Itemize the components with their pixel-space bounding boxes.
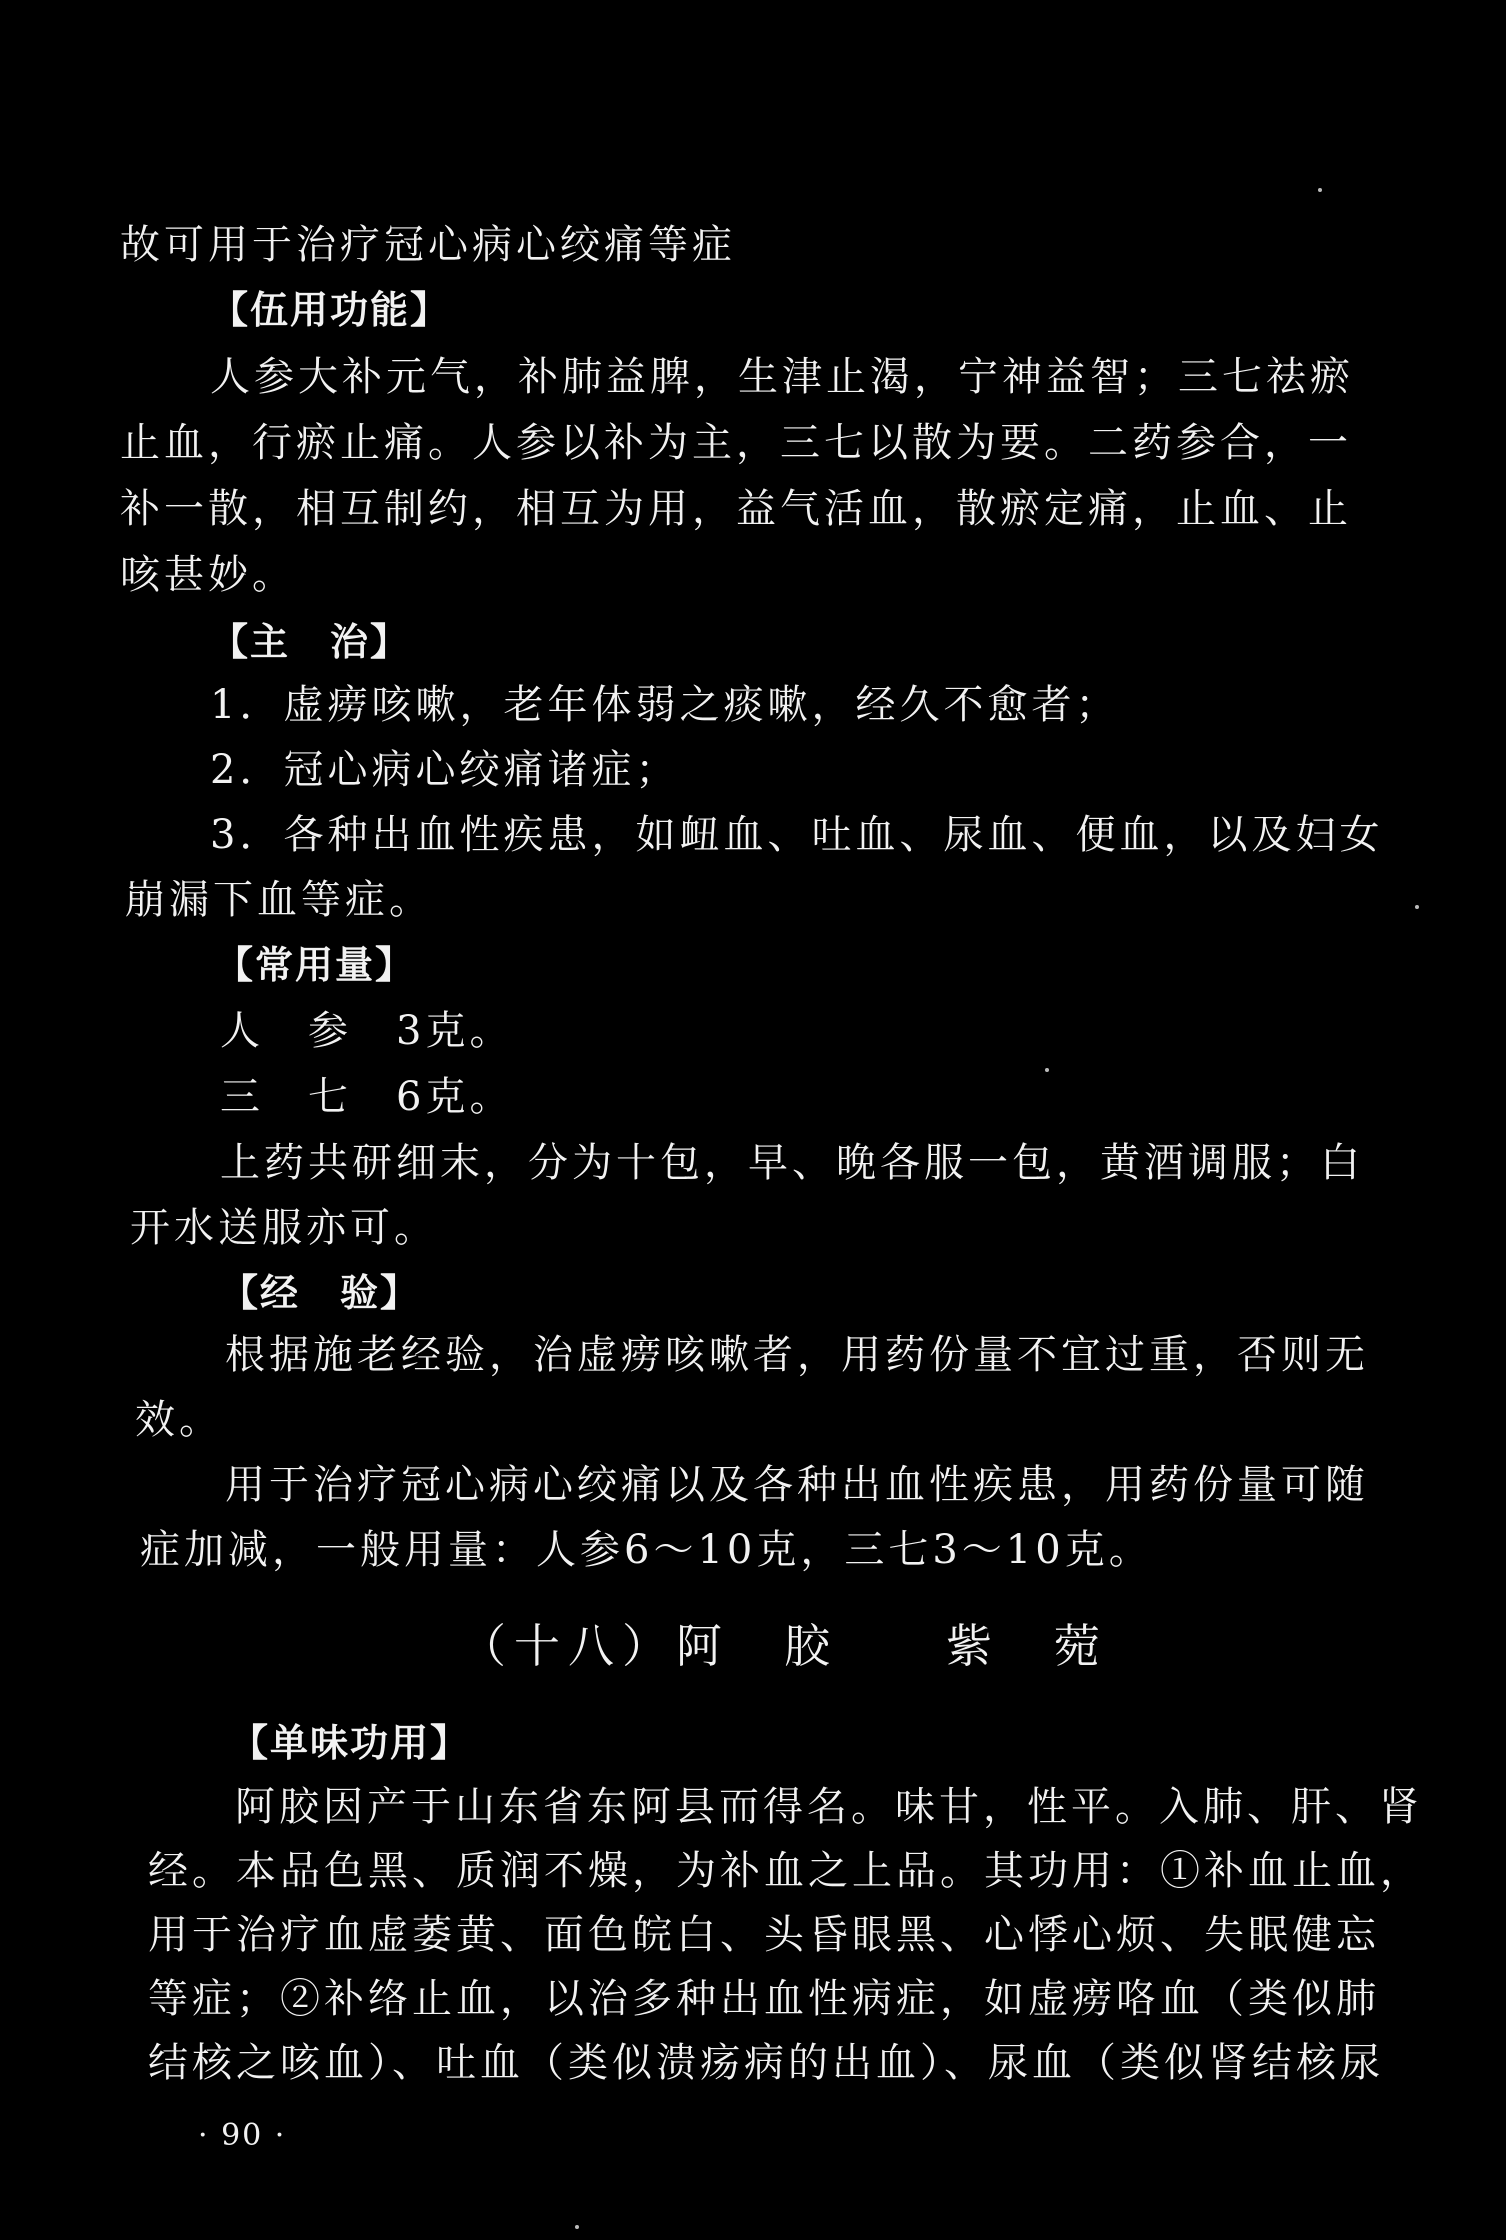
text-line-18: 根据施老经验，治虚痨咳嗽者，用药份量不宜过重，否则无	[225, 1332, 1369, 1378]
page-number: · 90 ·	[198, 2118, 287, 2153]
scan-speck	[1045, 1068, 1049, 1072]
text-line-4: 止血，行瘀止痛。人参以补为主，三七以散为要。二药参合，一	[120, 420, 1352, 466]
text-line-8: 1．虚痨咳嗽，老年体弱之痰嗽，经久不愈者；	[210, 682, 1120, 728]
heading-experience: 【经 验】	[220, 1271, 421, 1315]
text-line-15: 上药共研细末，分为十包，早、晚各服一包，黄酒调服；白	[220, 1140, 1364, 1186]
heading-indications: 【主 治】	[210, 620, 411, 664]
text-line-25: 经。本品色黑、质润不燥，为补血之上品。其功用：①补血止血，	[148, 1848, 1424, 1894]
text-line-14: 三 七 6克。	[220, 1074, 514, 1120]
text-line-3: 人参大补元气，补肺益脾，生津止渴，宁神益智；三七祛瘀	[210, 354, 1354, 400]
text-line-26: 用于治疗血虚萎黄、面色皖白、头昏眼黑、心悸心烦、失眠健忘	[148, 1912, 1380, 1958]
text-line-1: 故可用于治疗冠心病心绞痛等症	[120, 222, 736, 268]
text-line-5: 补一散，相互制约，相互为用，益气活血，散瘀定痛，止血、止	[120, 486, 1352, 532]
section-title: （十八）阿 胶 紫 菀	[460, 1619, 1108, 1673]
text-line-24: 阿胶因产于山东省东阿县而得名。味甘，性平。入肺、肝、肾	[235, 1784, 1423, 1830]
text-line-11: 崩漏下血等症。	[125, 877, 433, 923]
text-line-6: 咳甚妙。	[120, 552, 296, 598]
scan-speck	[1415, 905, 1419, 909]
text-line-21: 症加减，一般用量：人参6～10克，三七3～10克。	[140, 1527, 1153, 1573]
text-line-16: 开水送服亦可。	[130, 1205, 438, 1251]
heading-dosage: 【常用量】	[215, 943, 416, 987]
scan-speck	[1318, 188, 1322, 192]
text-line-19: 效。	[135, 1397, 223, 1443]
text-line-20: 用于治疗冠心病心绞痛以及各种出血性疾患，用药份量可随	[225, 1462, 1369, 1508]
scan-speck	[575, 2225, 579, 2229]
text-line-10: 3．各种出血性疾患，如衄血、吐血、尿血、便血，以及妇女	[210, 812, 1384, 858]
heading-single-function: 【单味功用】	[230, 1721, 471, 1765]
text-line-27: 等症；②补络止血，以治多种出血性病症，如虚痨咯血（类似肺	[148, 1976, 1380, 2022]
heading-combined-function: 【伍用功能】	[210, 288, 451, 332]
text-line-13: 人 参 3克。	[220, 1008, 514, 1054]
text-line-28: 结核之咳血）、吐血（类似溃疡病的出血）、尿血（类似肾结核尿	[148, 2040, 1384, 2086]
text-line-9: 2．冠心病心绞痛诸症；	[210, 747, 680, 793]
